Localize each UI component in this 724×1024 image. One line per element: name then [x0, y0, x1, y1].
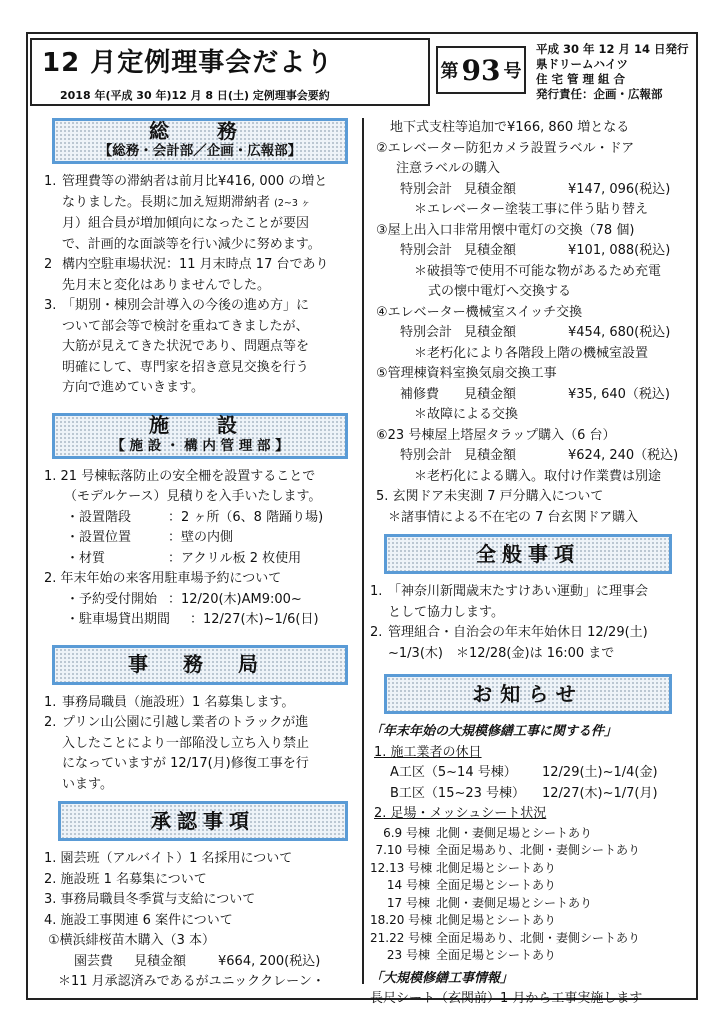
spec-row: ・設置階段 ：2 ヶ所（6、8 階踊り場)	[66, 509, 324, 525]
jimukyoku-list	[44, 693, 356, 796]
list-item: 2 構内空駐車場状況：11 月末時点 17 台であり 先月末と変化はありませんでした。	[44, 257, 329, 293]
section-subtitle: 【総務・会計部／企画・広報部】	[98, 143, 302, 159]
masthead	[30, 38, 430, 106]
scaffold-row: 18.20 号棟 北側足場とシートあり	[370, 913, 557, 927]
section-title: 承認事項	[151, 808, 255, 833]
shounin-list: 1. 園芸班（アルバイト）1 名採用について 2. 施設班 1 名募集について 3. 事務局職員冬季賞与支給について 4. 施設工事関連 6 案件について ①横浜緋桜苗木購入（3 本） 園芸費 見積金額 ¥664, 200(税込) ＊11 月承認済みであるがユニッククレーン・	[44, 851, 325, 989]
oshirase-content: 「年末年始の大規模修繕工事に関する件」 1. 施工業者の休日 A工区（5~14 号棟） 12/29(土)~1/4(金) B工区（15~23 号棟） 12/27(木)~1/7(月) 2. 足場・メッシュシート状況 6.9 号棟 北側・妻側足場とシートあり 7.10 号棟 全面足場あり、北側・妻側シートあり 12.13 号棟 北側足場とシートあり 14 号棟 全面足場とシートあり 17 号棟 北側・妻側足場とシートあり 18.20 号棟 北側足場とシートあり 21.22 号棟 全面足場あり、北側・妻側シートあり 23 号棟 全面足場とシートあり 「大規模修繕工事情報」 長尺シート（玄関前）1 月から工事実施します	[370, 722, 692, 1010]
shisetsu-content: 1. 21 号棟転落防止の安全柵を設置することで （モデルケース）見積りを入手いたします。 ・設置階段 ：2 ヶ所（6、8 階踊り場) ・設置位置 ：壁の内側 ・材質 ：アクリル板 2 枚使用 2. 年末年始の来客用駐車場予約について ・予約受付開始 ：12/20(木)AM9:00~ ・駐車場貸出期間 ：12/27(木)~1/6(日)	[44, 467, 356, 631]
scaffold-row: 7.10 号棟 全面足場あり、北側・妻側シートあり	[375, 843, 641, 857]
scaffold-row: 23 号棟 全面足場とシートあり	[386, 948, 557, 962]
scaffold-row: 6.9 号棟 北側・妻側足場とシートあり	[383, 825, 593, 840]
section-title: お知らせ	[472, 681, 584, 706]
scaffold-list	[370, 825, 692, 965]
soumu-list	[44, 172, 356, 399]
responsible: 発行責任：企画・広報部	[536, 87, 663, 101]
reservation-row: ・予約受付開始 ：12/20(木)AM9:00~	[66, 591, 302, 607]
scaffold-row: 12.13 号棟 北側足場とシートあり	[370, 860, 557, 875]
list-item: 3. 「期別・棟別会計導入の今後の進め方」に ついて部会等で検討を重ねてきましたが、 大筋が見えてきた状況であり、問題点等を 明確にして、専門家を招き意見交換を行う 方向で進めていきます。	[44, 298, 310, 395]
spec-row: ・設置位置 ：壁の内側	[66, 530, 234, 545]
left-column	[44, 118, 356, 993]
publication-info	[536, 42, 696, 102]
meeting-date: 2018 年(平成 30 年)12 月 8 日(土) 定例理事会要約	[60, 89, 330, 102]
issue-number: 93	[461, 53, 501, 87]
section-title: 事 務 局	[128, 652, 272, 677]
list-item: 1. 事務局職員（施設班）1 名募集します。	[44, 694, 295, 710]
list-item: 1. 「神奈川新聞歳末たすけあい運動」に理事会 として協力します。	[370, 584, 649, 620]
section-title: 施 設	[149, 413, 251, 437]
issue-prefix: 第	[440, 61, 459, 82]
scaffold-row: 17 号棟 北側・妻側足場とシートあり	[386, 895, 593, 910]
work-item: ②エレベーター防犯カメラ設置ラベル・ドア 注意ラベルの購入 特別会計 見積金額 ¥147, 096(税込) ＊エレベーター塗装工事に伴う貼り替え	[376, 140, 671, 217]
work-item: ⑥23 号棟屋上塔屋タラップ購入（6 台） 特別会計 見積金額 ¥624, 240（税込) ＊老朽化による購入。取付け作業費は別途	[376, 427, 679, 484]
publisher: 県ドリームハイツ	[536, 57, 628, 71]
notice-heading: 「年末年始の大規模修繕工事に関する件」	[370, 724, 618, 739]
section-subtitle: 【 施 設 ・ 構 内 管 理 部 】	[111, 437, 289, 454]
info-text: 長尺シート（玄関前）1 月から工事実施します	[370, 991, 643, 1006]
work-item: ③屋上出入口非常用懐中電灯の交換（78 個) 特別会計 見積金額 ¥101, 088(税込) ＊破損等で使用不可能な物があるため充電 式の懐中電灯へ交換する	[376, 222, 671, 299]
reservation-row: ・駐車場貸出期間 ：12/27(木)~1/6(日)	[66, 612, 319, 627]
info-heading: 「大規模修繕工事情報」	[370, 970, 514, 986]
list-item: 2. 管理組合・自治会の年末年始休日 12/29(土) ~1/3(木) ＊12/28(金)は 16:00 まで	[370, 625, 648, 661]
column-divider	[362, 118, 364, 984]
section-header-jimukyoku	[52, 645, 348, 685]
holiday-row: B工区（15~23 号棟） 12/27(木)~1/7(月)	[390, 785, 658, 801]
section-header-shounin	[58, 801, 348, 841]
issue-number-box	[436, 46, 526, 94]
issue-suffix: 号	[503, 61, 522, 82]
publisher-org: 住 宅 管 理 組 合	[536, 72, 626, 86]
section-title: 総 務	[149, 118, 251, 143]
scaffold-row: 21.22 号棟 全面足場あり、北側・妻側シートあり	[370, 930, 641, 945]
zenpan-list	[370, 582, 692, 664]
holiday-row: A工区（5~14 号棟） 12/29(土)~1/4(金)	[390, 765, 658, 780]
publish-date: 平成 30 年 12 月 14 日発行	[536, 42, 689, 56]
scaffold-row: 14 号棟 全面足場とシートあり	[386, 878, 557, 892]
section-header-soumu	[52, 118, 348, 164]
section-header-zenpan	[384, 534, 672, 574]
work-item: ⑤管理棟資料室換気扇交換工事 補修費 見積金額 ¥35, 640（税込) ＊故障による交換	[376, 366, 670, 422]
note: (2~3 ヶ	[274, 197, 311, 209]
right-column: 地下式支柱等追加で¥166, 860 増となる ②エレベーター防犯カメラ設置ラベル・ドア 注意ラベルの購入 特別会計 見積金額 ¥147, 096(税込) ＊エレベーター塗装工事に伴う貼り替え ③屋上出入口非常用懐中電灯の交換（78 個) 特別会計 見積金額 ¥101, 088(税込) ＊破損等で使用不可能な物があるため充電 式の懐中電灯へ交換する ④エレベーター機械室スイッチ交換 特別会計 見積金額 ¥454, 680(税込) ＊老朽化により各階段上階の機械室設置 ⑤管理棟資料室換気扇交換工事 補修費 見積金額 ¥35, 640（税込) ＊故障による交換 ⑥23 号棟屋上塔屋タラップ購入（6 台） 特別会計 見積金額 ¥624, 240（税込) ＊老朽化による購入。取付け作業費は別途 5. 玄関ドア未実測 7 戸分購入について ＊諸事情による不在宅の 7 台玄関ドア購入 全般事項 1. 「神奈川新聞歳末たすけあい運動」に理事会 として協力します。 2. 管理組合・自治会の年末年始休日 12/29(土) ~1/3(木) ＊12/28(金)は 16:00 まで お知らせ 「年末年始の大規模修繕工事に関する件」 1. 施工業者の休日 A工区（5~14 号棟） 12/29(土)~1/4(金) B工区（15~23 号棟） 12/27(木)~1/7(月) 2. 足場・メッシュシート状況 6.9 号棟 北側・妻側足場とシートあり 7.10 号棟 全面足場あり、北側・妻側シートあり 12.13 号棟 北側足場とシートあり 14 号棟 全面足場とシートあり 17 号棟 北側・妻側足場とシートあり 18.20 号棟 北側足場とシートあり 21.22 号棟 全面足場あり、北側・妻側シートあり 23 号棟 全面足場とシートあり 「大規模修繕工事情報」 長尺シート（玄関前）1 月から工事実施します	[370, 118, 692, 1010]
list-item: 2. プリン山公園に引越し業者のトラックが進 入したことにより一部陥没し立ち入り禁止 になっていますが 12/17(月)修復工事を行 います。	[44, 715, 310, 792]
list-item: 1. 管理費等の滞納者は前月比¥416, 000 の増と なりました。長期に加え短期滞納者 (2~3 ヶ 月）組合員が増加傾向になったことが要因 で、計画的な面談等を行い減少に努めます。	[44, 174, 328, 252]
spec-row: ・材質 ：アクリル板 2 枚使用	[66, 550, 302, 566]
section-title: 全般事項	[476, 541, 580, 566]
section-header-shisetsu	[52, 413, 348, 459]
work-item: ④エレベーター機械室スイッチ交換 特別会計 見積金額 ¥454, 680(税込) ＊老朽化により各階段上階の機械室設置	[376, 304, 671, 361]
section-header-oshirase	[384, 674, 672, 714]
newsletter-title: 12 月定例理事会だより	[42, 48, 334, 78]
